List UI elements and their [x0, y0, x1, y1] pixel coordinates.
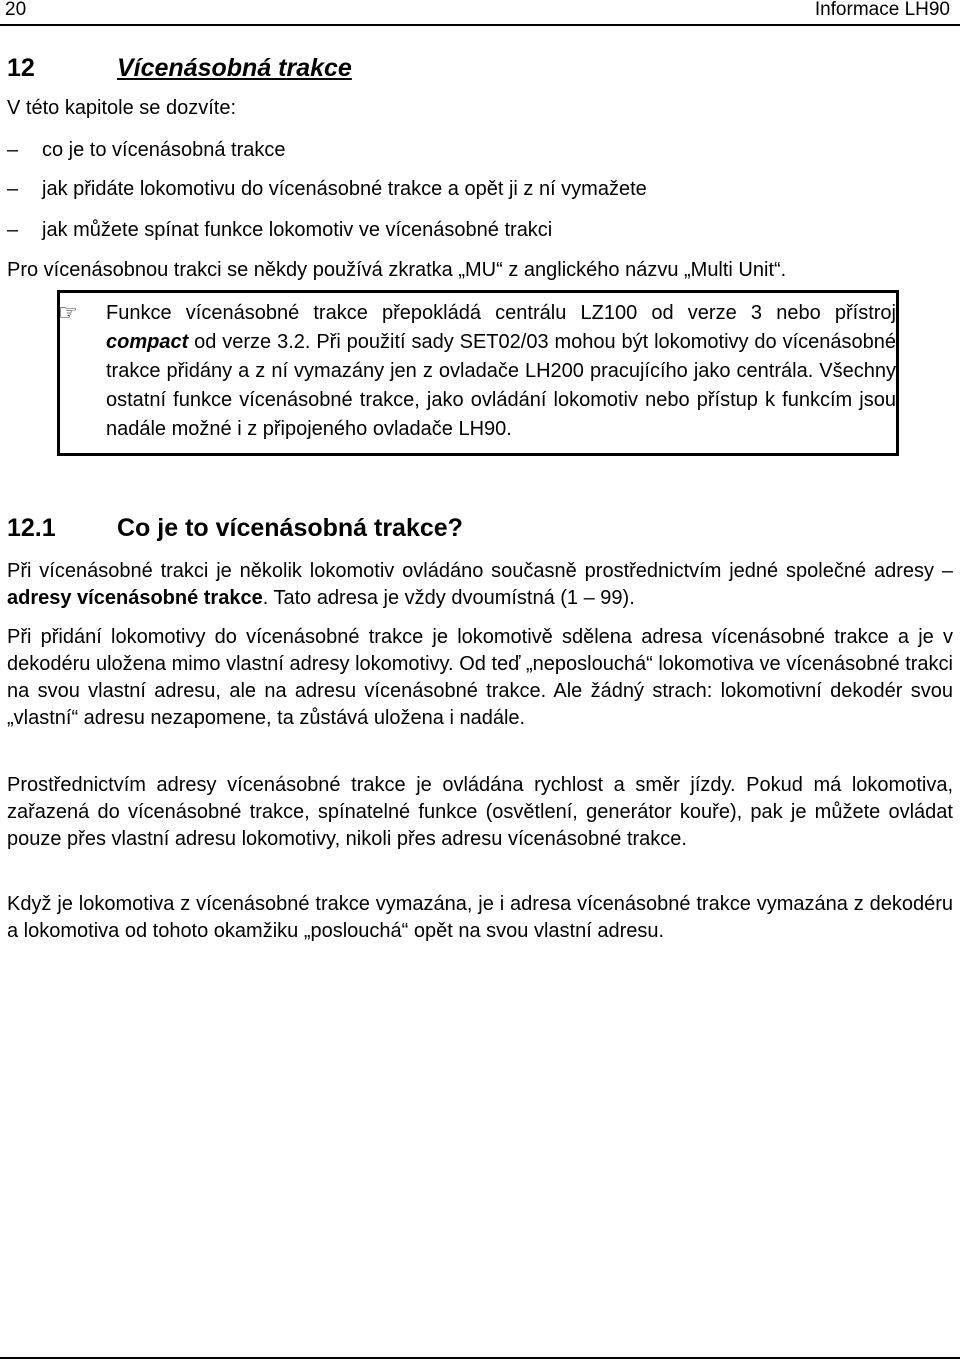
bullet-dash: – [7, 178, 19, 200]
section-number: 12.1 [7, 514, 56, 542]
chapter-title: Vícenásobná trakce [117, 54, 352, 82]
running-title: Informace LH90 [814, 0, 950, 20]
paragraph: Při vícenásobné trakci je několik lokomotiv ovládáno současně prostřednictvím jedné společné adresy – adresy vícenásobné trakce. Tato adresa je vždy dvoumístná (1 – 99). [7, 560, 953, 609]
chapter-heading [7, 54, 352, 83]
paragraph: Když je lokomotiva z vícenásobné trakce vymazána, je i adresa vícenásobné trakce vymazána z dekodéru a lokomotiva od tohoto okamžiku „poslouchá“ opět na svou vlastní adresu. [7, 893, 953, 942]
abbreviation-note: Pro vícenásobnou trakci se někdy používá zkratka „MU“ z anglického názvu „Multi Unit“. [7, 259, 787, 281]
key-term: adresy vícenásobné trakce [7, 587, 263, 609]
bullet-dash: – [7, 139, 19, 161]
page-header [0, 0, 960, 24]
note-box [57, 290, 899, 456]
list-item: jak můžete spínat funkce lokomotiv ve vícenásobné trakci [42, 219, 553, 241]
list-item: jak přidáte lokomotivu do vícenásobné trakce a opět ji z ní vymažete [42, 178, 647, 200]
section-heading [7, 514, 463, 543]
paragraph: Prostřednictvím adresy vícenásobné trakce je ovládána rychlost a směr jízdy. Pokud má lokomotiva, zařazená do vícenásobné trakce, spínatelné funkce (osvětlení, generátor kouře), pak je můžete ovládat pouze přes vlastní adresu lokomotivy, nikoli přes adresu vícenásobné trakce. [7, 774, 953, 850]
header-rule [0, 24, 960, 26]
chapter-number: 12 [7, 54, 35, 82]
section-title: Co je to vícenásobná trakce? [117, 514, 463, 542]
bullet-dash: – [7, 219, 19, 241]
pointing-hand-icon: ☞ [58, 300, 78, 325]
paragraph: Při přidání lokomotivy do vícenásobné trakce je lokomotivě sdělena adresa vícenásobné trakce a je v dekodéru uložena mimo vlastní adresy lokomotivy. Od teď „neposlouchá“ lokomotiva ve vícenásobné trakci na svou vlastní adresu, ale na adresu vícenásobné trakce. Ale žádný strach: lokomotivní dekodér svou „vlastní“ adresu nezapomene, ta zůstává uložena i nadále. [7, 626, 953, 729]
device-name: compact [106, 331, 189, 353]
note-text: Funkce vícenásobné trakce přepokládá centrálu LZ100 od verze 3 nebo přístroj compact od verze 3.2. Při použití sady SET02/03 mohou být lokomotivy do vícenásobné trakce přidány a z ní vymazány jen z ovladače LH200 pracujícího jako centrála. Všechny ostatní funkce vícenásobné trakce, jako ovládání lokomotiv nebo přístup k funkcím jsou nadále možné i z připojeného ovladače LH90. [106, 302, 896, 440]
footer-rule [0, 1357, 960, 1359]
page-number: 20 [5, 0, 27, 20]
list-item: co je to vícenásobná trakce [42, 139, 286, 161]
intro-text: V této kapitole se dozvíte: [7, 97, 237, 119]
